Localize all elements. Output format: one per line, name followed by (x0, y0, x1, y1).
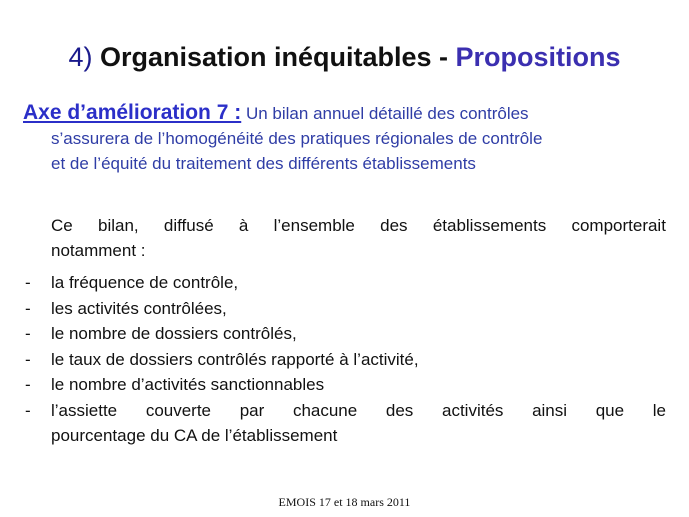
slide-title (0, 40, 689, 74)
list-item-word: activités (441, 400, 504, 420)
list-item-word: des (385, 400, 414, 420)
intro-word: à (238, 216, 249, 235)
list-item-line-1 (51, 398, 666, 424)
intro-line-1 (51, 213, 666, 238)
bullet-dash: - (25, 324, 31, 343)
list-item-text: le nombre de dossiers contrôlés, (51, 324, 297, 343)
intro-word: bilan, (97, 216, 139, 235)
list-item-text: la fréquence de contrôle, (51, 273, 239, 292)
list-item (0, 296, 666, 322)
bullet-dash: - (25, 375, 31, 394)
intro-paragraph (51, 213, 666, 263)
list-item-word: chacune (292, 400, 358, 420)
intro-word: des (380, 216, 408, 235)
axis-first-line (23, 100, 671, 126)
intro-line-2: notamment : (51, 241, 146, 260)
list-item-word: le (652, 400, 666, 420)
intro-word: comporterait (571, 216, 666, 235)
title-accent: Propositions (455, 42, 621, 72)
title-main: Organisation inéquitables - (99, 42, 449, 72)
bullet-dash: - (25, 400, 31, 420)
footer-event-date: EMOIS 17 et 18 mars 2011 (278, 495, 411, 509)
bullet-dash: - (25, 298, 31, 318)
axis-text-line-3: et de l’équité du traitement des différents établissements (51, 154, 476, 173)
list-item (0, 321, 666, 347)
intro-word: l’ensemble (273, 216, 355, 235)
list-item (0, 398, 666, 449)
axis-label: Axe d’amélioration 7 : (23, 101, 242, 124)
title-prefix: 4) (68, 42, 93, 72)
improvement-axis (23, 100, 671, 176)
list-item-text: le nombre d’activités sanctionnables (51, 375, 325, 394)
axis-text-line-2: s’assurera de l’homogénéité des pratiques régionales de contrôle (51, 129, 543, 148)
list-item-line-2: pourcentage du CA de l’établissement (51, 426, 338, 445)
list-item (0, 347, 666, 373)
list-item (0, 372, 666, 398)
bullet-dash: - (25, 349, 31, 369)
list-item-text: le taux de dossiers contrôlés rapporté à l’activité, (51, 349, 419, 369)
intro-word: établissements (432, 216, 547, 235)
axis-text-line-1: Un bilan annuel détaillé des contrôles (245, 104, 529, 123)
list-item-word: ainsi (532, 400, 568, 420)
bullet-dash: - (25, 273, 31, 292)
list-item-word: par (239, 400, 265, 420)
intro-word: Ce (51, 216, 73, 235)
list-item-word: couverte (145, 400, 212, 420)
list-item-word: que (595, 400, 625, 420)
bullet-list (0, 270, 689, 449)
intro-word: diffusé (163, 216, 214, 235)
list-item (0, 270, 666, 296)
list-item-text: les activités contrôlées, (51, 298, 227, 318)
list-item-word: l’assiette (51, 400, 118, 420)
